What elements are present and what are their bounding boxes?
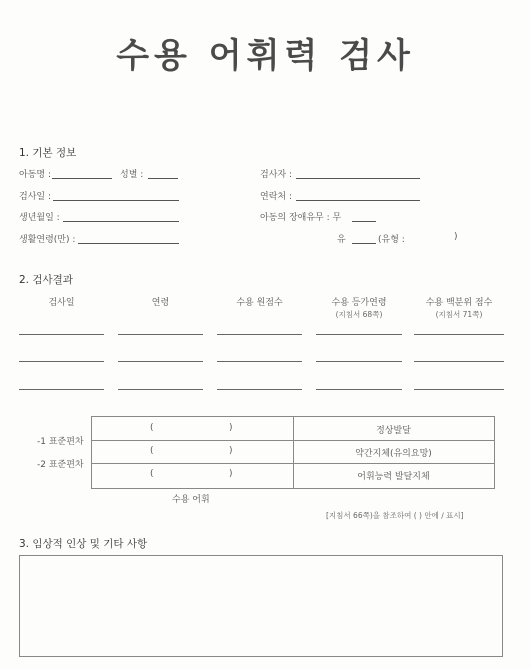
section-clinical-heading: 3. 임상적 인상 및 기타 사항 bbox=[19, 538, 148, 550]
result-line-r1-c4[interactable] bbox=[316, 334, 402, 335]
test-date-field[interactable] bbox=[53, 200, 179, 201]
child-name-field[interactable] bbox=[52, 178, 112, 179]
contact-label: 연락처 : bbox=[260, 192, 292, 202]
disability-yes-field[interactable] bbox=[352, 243, 376, 244]
minus-1-sd-label: -1 표준편차 bbox=[37, 437, 84, 447]
score-table-rule-2 bbox=[91, 463, 494, 464]
examiner-field[interactable] bbox=[296, 178, 420, 179]
clinical-notes-box[interactable] bbox=[19, 555, 503, 657]
result-line-r3-c3[interactable] bbox=[217, 389, 302, 390]
disability-none-label: 아동의 장애유무 : 무 bbox=[260, 213, 342, 223]
gender-field[interactable] bbox=[148, 178, 178, 179]
result-line-r3-c5[interactable] bbox=[414, 389, 504, 390]
score-row1-close: ) bbox=[229, 423, 233, 433]
disability-type-label: (유형 : bbox=[378, 235, 405, 245]
guide-reference-note: [지침서 66쪽)을 참조하여 ( ) 안에 ∕ 표시] bbox=[326, 511, 464, 520]
result-line-r2-c5[interactable] bbox=[414, 361, 504, 362]
minus-2-sd-label: -2 표준편차 bbox=[37, 460, 84, 470]
result-line-r2-c1[interactable] bbox=[19, 361, 104, 362]
disability-yes-label: 유 bbox=[337, 235, 346, 245]
score-table-rule-1 bbox=[91, 440, 494, 441]
disability-none-field[interactable] bbox=[352, 221, 376, 222]
score-row3-label: 어휘능력 발달지체 bbox=[357, 472, 430, 482]
col-note-percentile: (지침서 71쪽) bbox=[435, 310, 483, 319]
result-line-r1-c2[interactable] bbox=[118, 334, 203, 335]
disability-type-close: ) bbox=[454, 232, 458, 242]
score-row1-open[interactable]: ( bbox=[150, 423, 154, 433]
receptive-vocab-caption: 수용 어휘 bbox=[172, 495, 210, 505]
result-line-r3-c4[interactable] bbox=[316, 389, 402, 390]
result-line-r3-c2[interactable] bbox=[118, 389, 203, 390]
col-note-equivalent-age: (지침서 68쪽) bbox=[335, 310, 383, 319]
section-basic-info-heading: 1. 기본 정보 bbox=[19, 147, 77, 159]
col-header-test-date: 검사일 bbox=[48, 298, 75, 308]
gender-label: 성별 : bbox=[120, 170, 144, 180]
score-row2-open[interactable]: ( bbox=[150, 446, 154, 456]
result-line-r1-c5[interactable] bbox=[414, 334, 504, 335]
examiner-label: 검사자 : bbox=[260, 170, 292, 180]
result-line-r2-c4[interactable] bbox=[316, 361, 402, 362]
life-age-field[interactable] bbox=[78, 243, 179, 244]
score-row1-label: 정상발달 bbox=[376, 426, 411, 436]
page-title: 수용 어휘력 검사 bbox=[116, 36, 415, 76]
score-row3-close: ) bbox=[229, 469, 233, 479]
result-line-r3-c1[interactable] bbox=[19, 389, 104, 390]
birth-date-field[interactable] bbox=[63, 221, 179, 222]
contact-field[interactable] bbox=[296, 200, 420, 201]
col-header-equivalent-age: 수용 등가연령 bbox=[331, 298, 387, 308]
section-results-heading: 2. 검사결과 bbox=[19, 274, 73, 286]
score-row3-open[interactable]: ( bbox=[150, 469, 154, 479]
result-line-r1-c1[interactable] bbox=[19, 334, 104, 335]
result-line-r2-c2[interactable] bbox=[118, 361, 203, 362]
col-header-raw-score: 수용 원점수 bbox=[236, 298, 283, 308]
life-age-label: 생활연령(만) : bbox=[19, 235, 76, 245]
col-header-percentile: 수용 백분위 점수 bbox=[425, 298, 493, 308]
test-date-label: 검사일 : bbox=[19, 192, 51, 202]
birth-date-label: 생년월일 : bbox=[19, 213, 60, 223]
score-row2-close: ) bbox=[229, 446, 233, 456]
col-header-age: 연령 bbox=[151, 298, 170, 308]
child-name-label: 아동명 : bbox=[19, 170, 51, 180]
result-line-r1-c3[interactable] bbox=[217, 334, 302, 335]
score-row2-label: 약간지체(유의요망) bbox=[355, 449, 432, 459]
result-line-r2-c3[interactable] bbox=[217, 361, 302, 362]
